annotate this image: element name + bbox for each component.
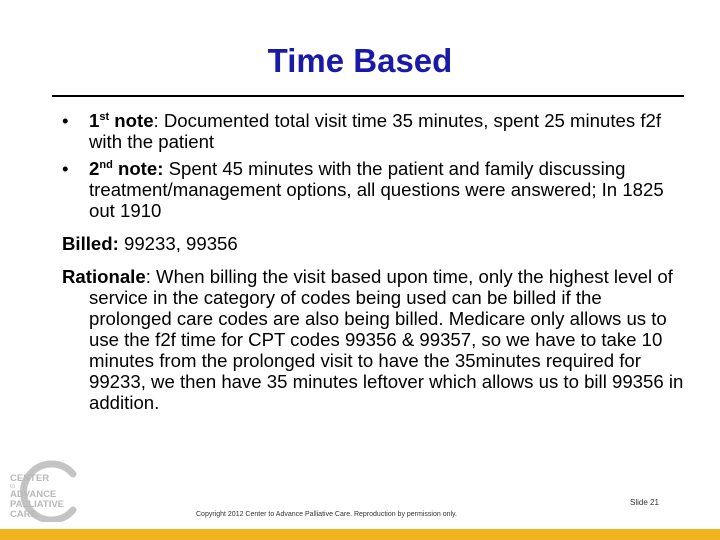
bullet-icon: • <box>62 110 69 131</box>
list-item <box>62 158 687 221</box>
billed-codes: 99233, 99356 <box>118 233 238 254</box>
rationale-label: Rationale <box>62 266 146 287</box>
bullet-icon: • <box>62 158 69 179</box>
slide-title: Time Based <box>267 42 453 79</box>
copyright-notice: Copyright 2012 Center to Advance Palliative Care. Reproduction by permission only. <box>196 511 457 518</box>
note-label: 1st note <box>89 110 154 131</box>
note-label: 2nd note: <box>89 158 164 179</box>
list-item <box>62 110 687 152</box>
footer-bar <box>0 529 720 540</box>
slide-body <box>62 110 687 413</box>
logo-wordmark: CENTER to ADVANCE PALLIATIVE CARE <box>10 473 65 520</box>
note-list <box>62 110 687 221</box>
slide-number: Slide 21 <box>630 498 659 507</box>
rationale-text: : When billing the visit based upon time, only the highest level of service in the category of codes being used can be billed if the prolonged care codes are also being billed. Medicare only allows us to use the f2f time for CPT codes 99356 & 99357, so we have to take 10 minutes from the prolonged visit to have the 35minutes required for 99233, we then have 35 minutes leftover which allows us to bill 99356 in addition. <box>89 266 684 413</box>
billed-label: Billed: <box>62 233 119 254</box>
note-text: Spent 45 minutes with the patient and family discussing treatment/management options, all questions were answered; In 1825 out 1910 <box>89 158 664 221</box>
billed-line <box>62 233 687 254</box>
note-text: : Documented total visit time 35 minutes, spent 25 minutes f2f with the patient <box>89 110 661 152</box>
rationale-paragraph <box>62 266 687 413</box>
title-divider <box>52 95 684 97</box>
